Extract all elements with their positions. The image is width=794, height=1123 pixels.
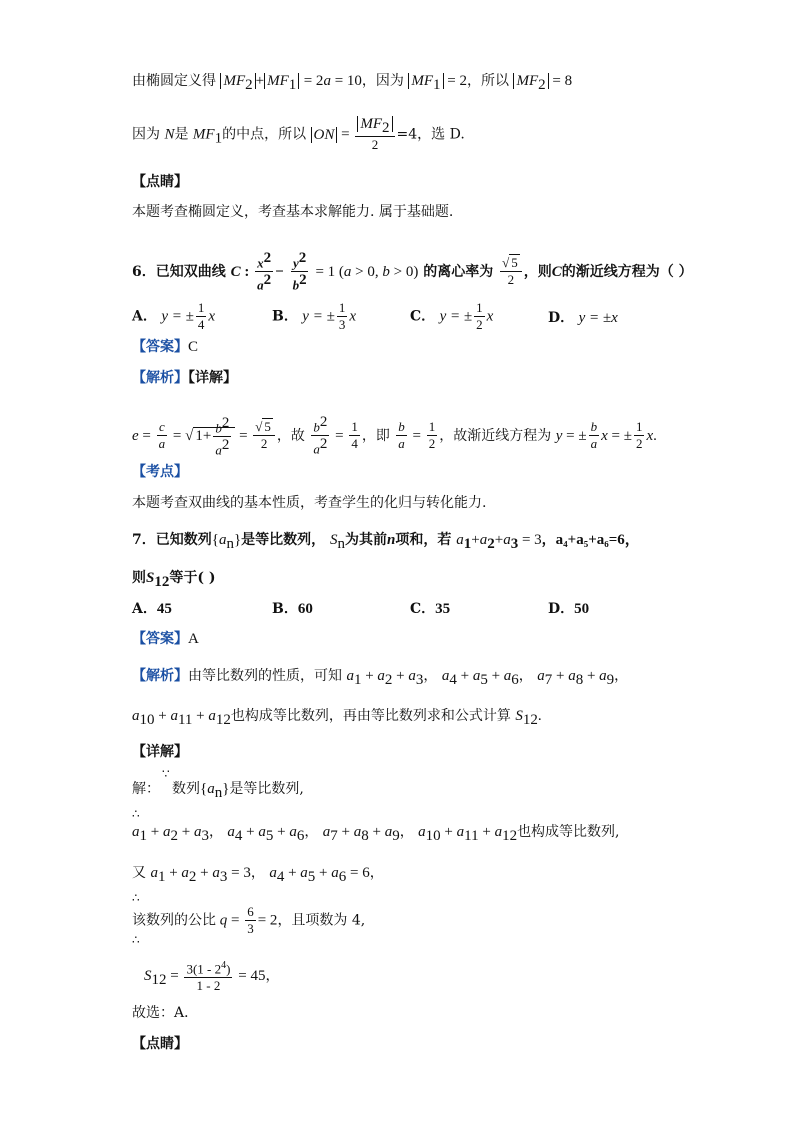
midpoint-line: 因为 N是 $MF_1$的中点，所以 ON = $\frac{MF_2}{2}$ =4，选 D.: [132, 116, 465, 152]
q6-option-d: D． y = ±x: [548, 310, 618, 326]
q6-analysis: 【解析】【详解】: [132, 370, 237, 386]
q7-solve-line: 解： 数列$\{a_n\}$是等比数列,: [132, 781, 304, 801]
q7-analysis-line-2: $a_{10} + a_{11} + a_{12}$也构成等比数列，再由等比数列求和公式计算 $S_{12}$.: [132, 708, 542, 728]
therefore-symbol-3: ∴: [132, 933, 140, 947]
because-symbol: ∵: [162, 767, 170, 781]
dianjing-text-1: 本题考查椭圆定义，考查基本求解能力. 属于基础题.: [132, 204, 454, 220]
q6-kaodian-label: 【考点】: [132, 464, 188, 480]
therefore-symbol-1: ∴: [132, 807, 140, 821]
q7-option-b: B．60: [272, 601, 313, 617]
q7-option-c: C．35: [410, 601, 451, 617]
therefore-symbol-2: ∴: [132, 891, 140, 905]
dianjing-label-1: 【点睛】: [132, 174, 188, 190]
q6-option-a: A． y = ± $\frac{1}{4}$ x: [132, 300, 216, 332]
q6-option-c: C． y = ± $\frac{1}{2}$ x: [410, 300, 494, 332]
q7-detail-label: 【详解】: [132, 744, 188, 760]
q6-answer: 【答案】C: [132, 339, 199, 355]
question-7: 7．已知数列$\{a_n\}$是等比数列， $S_n$为其前n项和，若 $a_1+a_2+a_3 = 3$，a₄+a₅+a₆=6，: [132, 532, 640, 552]
ellipse-definition-line: 由椭圆定义得 $MF_2 + MF_1 = 2a = 10$，因为 $MF_1 = 2$，所以 $MF_2 = 8$: [132, 73, 573, 93]
q7-option-a: A．45: [132, 601, 172, 617]
q7-option-d: D．50: [548, 601, 590, 617]
q7-line-e: 该数列的公比 q = $\frac{6}{3}$ = 2，且项数为 4,: [132, 904, 366, 936]
q7-sum-formula: $S_{12}$ = $\frac{3(1 - 2^4)}{1 - 2}$ = 45，: [144, 960, 280, 994]
q7-answer: 【答案】A: [132, 631, 199, 647]
q6-kaodian-text: 本题考查双曲线的基本性质，考查学生的化归与转化能力.: [132, 495, 487, 511]
q7-conclusion: 故选：A．: [132, 1005, 199, 1021]
question-7-line-2: 则$S_{12}$等于( ): [132, 570, 216, 590]
q7-line-d: 又 $a_1 + a_2 + a_3 = 3$， $a_4 + a_5 + a_6 = 6$，: [132, 865, 384, 885]
dianjing-label-2: 【点睛】: [132, 1036, 188, 1052]
q7-line-c: $a_1 + a_2 + a_3$， $a_4 + a_5 + a_6$， $a_7 + a_8 + a_9$， $a_{10} + a_{11} + a_{12}$也构成等比数列,: [132, 824, 620, 844]
question-6: 6．已知双曲线 C : $\frac{x^2}{a^2}$ − $\frac{y^2}{b^2}$ = 1 (a > 0, b > 0) 的离心率为 $\frac{√ 5}{2}$ ，则C的渐近线方程为（ ）: [132, 250, 693, 293]
q7-analysis: 【解析】由等比数列的性质，可知 $a_1 + a_2 + a_3$， $a_4 + a_5 + a_6$， $a_7 + a_8 + a_9$，: [132, 668, 629, 688]
q6-option-b: B． y = ± $\frac{1}{3}$ x: [272, 300, 356, 332]
q6-detail: e = $\frac{c}{a}$ = √ 1+ $\frac{b^2}{a^2}$ = $\frac{√ 5}{2}$ ，故 $\frac{b^2}{a^2}$ = $\frac{1}{4}$ ，即 $\frac{b}{a}$ = $\frac{1}{2}$ ，故渐近线方程为 y = ± $\frac{b}{a}$ x = ± $\frac{1}{2}$ x.: [132, 414, 657, 458]
